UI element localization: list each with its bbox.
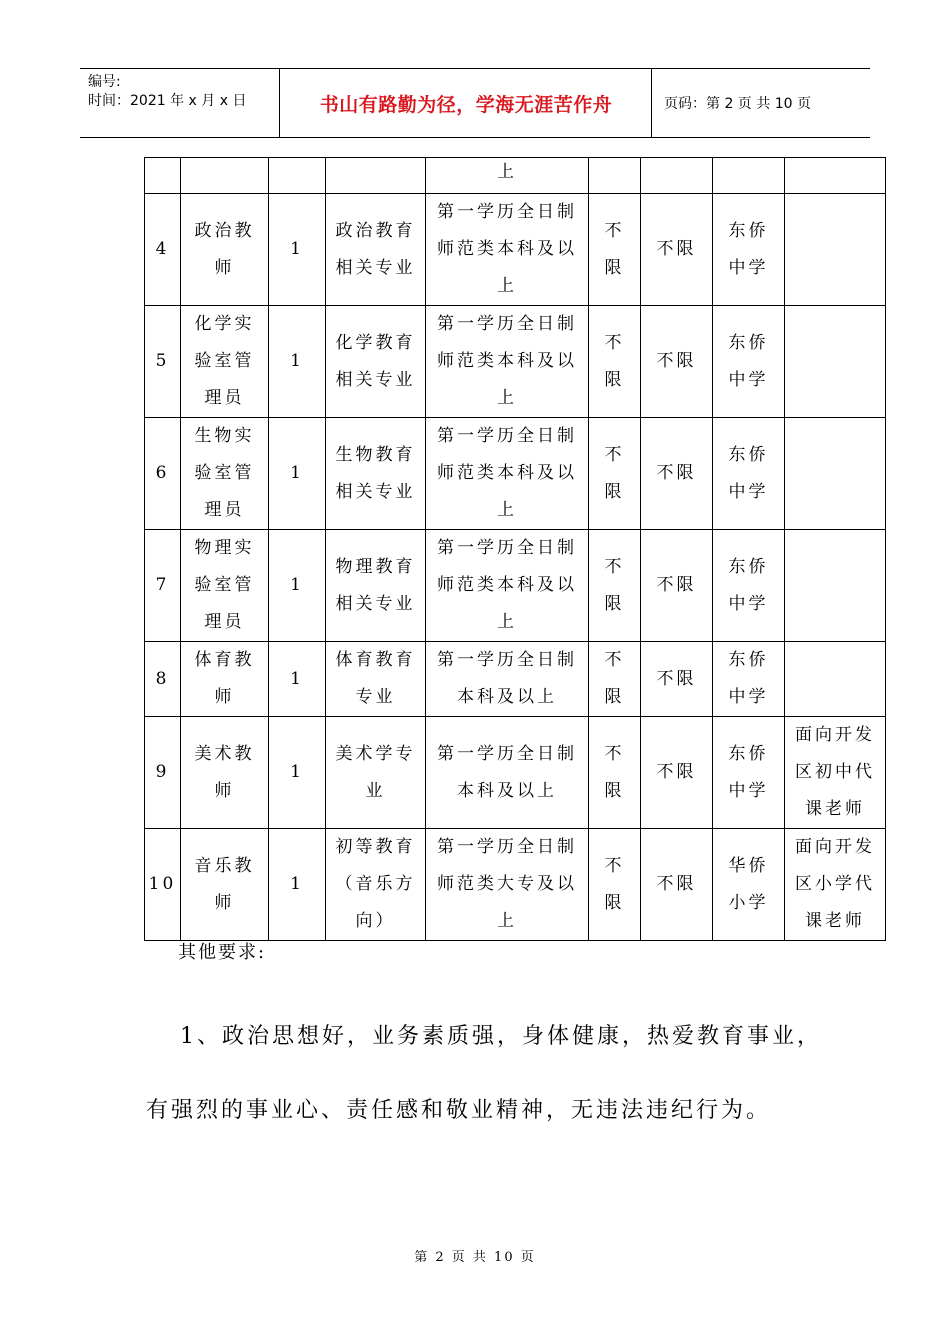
cell-text: 6 <box>155 463 170 483</box>
cell-text: 1 <box>290 239 304 259</box>
cell-school <box>713 717 785 829</box>
cell-major <box>326 829 426 941</box>
cell-post <box>181 418 269 530</box>
cell-count <box>269 717 326 829</box>
cell-post <box>181 158 269 194</box>
cell-age <box>589 158 641 194</box>
cell-count <box>269 642 326 717</box>
cell-other <box>641 642 713 717</box>
cell-school <box>713 829 785 941</box>
cell-other <box>641 530 713 642</box>
cell-text: 生物教育 相关专业 <box>335 444 416 502</box>
cell-edu <box>426 530 589 642</box>
cell-text: 不限 <box>656 463 697 483</box>
cell-edu <box>426 158 589 194</box>
cell-age <box>589 642 641 717</box>
cell-post <box>181 642 269 717</box>
cell-no <box>145 306 181 418</box>
cell-edu <box>426 418 589 530</box>
cell-text: 初等教育 （音乐方 向） <box>335 837 416 931</box>
cell-age <box>589 306 641 418</box>
cell-post <box>181 306 269 418</box>
cell-text: 政治教 师 <box>194 220 255 278</box>
cell-text: 第一学历全日制 师范类本科及以 上 <box>437 426 577 520</box>
cell-text: 7 <box>155 575 170 595</box>
cell-text: 体育教 师 <box>194 650 255 707</box>
cell-count <box>269 306 326 418</box>
cell-text: 物理教育 相关专业 <box>335 556 416 614</box>
serial-label: 编号: <box>88 74 121 90</box>
cell-count <box>269 418 326 530</box>
date-label: 时间：2021 年 x 月 x 日 <box>88 93 247 109</box>
cell-text: 不 限 <box>604 556 625 614</box>
cell-count <box>269 194 326 306</box>
cell-text: 不 限 <box>604 855 625 913</box>
cell-no <box>145 642 181 717</box>
cell-text: 物理实 验室管 理员 <box>194 538 255 632</box>
cell-school <box>713 194 785 306</box>
header-meta <box>80 69 280 137</box>
cell-text: 化学教育 相关专业 <box>335 332 416 390</box>
cell-school <box>713 306 785 418</box>
cell-major <box>326 642 426 717</box>
cell-note <box>785 829 886 941</box>
table-row <box>145 829 886 941</box>
cell-edu <box>426 829 589 941</box>
requirement-item-1 <box>146 1000 826 1148</box>
cell-no <box>145 829 181 941</box>
table-row <box>145 418 886 530</box>
table-row <box>145 194 886 306</box>
cell-post <box>181 194 269 306</box>
cell-text: 美术教 师 <box>194 743 255 801</box>
cell-text: 东侨 中学 <box>728 556 769 614</box>
cell-text: 8 <box>155 668 170 689</box>
cell-text: 不限 <box>656 351 697 371</box>
cell-text: 第一学历全日制 本科及以上 <box>437 743 577 801</box>
cell-edu <box>426 306 589 418</box>
cell-text: 1 <box>290 575 304 595</box>
cell-count <box>269 829 326 941</box>
cell-text: 面向开发 区初中代 课老师 <box>795 725 875 819</box>
table-row <box>145 642 886 717</box>
cell-text: 音乐教 师 <box>194 855 255 913</box>
cell-note <box>785 530 886 642</box>
cell-age <box>589 194 641 306</box>
cell-count <box>269 158 326 194</box>
cell-text: 第一学历全日制 本科及以上 <box>437 650 577 707</box>
cell-text: 东侨 中学 <box>728 332 769 390</box>
cell-post <box>181 829 269 941</box>
cell-note <box>785 306 886 418</box>
recruitment-table <box>144 157 886 941</box>
cell-text: 不 限 <box>604 650 625 707</box>
cell-post <box>181 717 269 829</box>
cell-note <box>785 158 886 194</box>
header-page-label: 页码：第 2 页 共 10 页 <box>664 96 811 112</box>
cell-major <box>326 717 426 829</box>
cell-text: 化学实 验室管 理员 <box>194 314 255 408</box>
cell-text: 不限 <box>656 874 697 894</box>
cell-text: 1 <box>290 463 304 483</box>
cell-other <box>641 829 713 941</box>
cell-text: 上 <box>497 162 517 182</box>
cell-other <box>641 194 713 306</box>
cell-text: 10 <box>148 874 177 894</box>
cell-text: 1 <box>290 874 304 894</box>
cell-no <box>145 194 181 306</box>
cell-major <box>326 158 426 194</box>
cell-text: 生物实 验室管 理员 <box>194 426 255 520</box>
cell-no <box>145 158 181 194</box>
cell-note <box>785 418 886 530</box>
cell-text: 政治教育 相关专业 <box>335 220 416 278</box>
cell-no <box>145 530 181 642</box>
cell-school <box>713 418 785 530</box>
cell-note <box>785 194 886 306</box>
cell-text: 第一学历全日制 师范类本科及以 上 <box>437 538 577 632</box>
cell-text: 不限 <box>656 762 697 782</box>
cell-no <box>145 717 181 829</box>
cell-age <box>589 717 641 829</box>
cell-text: 第一学历全日制 师范类本科及以 上 <box>437 314 577 408</box>
cell-text: 不 限 <box>604 220 625 278</box>
cell-text: 不 限 <box>604 332 625 390</box>
cell-major <box>326 418 426 530</box>
cell-text: 1 <box>290 351 304 371</box>
table-row <box>145 717 886 829</box>
cell-text: 东侨 中学 <box>728 650 769 707</box>
cell-school <box>713 530 785 642</box>
cell-other <box>641 158 713 194</box>
cell-age <box>589 418 641 530</box>
cell-no <box>145 418 181 530</box>
cell-text: 不限 <box>656 239 697 259</box>
cell-note <box>785 642 886 717</box>
cell-edu <box>426 642 589 717</box>
cell-text: 东侨 中学 <box>728 743 769 801</box>
cell-text: 东侨 中学 <box>728 444 769 502</box>
table-row-continued <box>145 158 886 194</box>
cell-other <box>641 717 713 829</box>
table-row <box>145 306 886 418</box>
cell-text: 华侨 小学 <box>728 855 769 913</box>
cell-school <box>713 642 785 717</box>
cell-text: 不限 <box>656 575 697 595</box>
cell-note <box>785 717 886 829</box>
cell-edu <box>426 717 589 829</box>
cell-text: 第一学历全日制 师范类大专及以 上 <box>437 837 577 931</box>
page-footer: 第 2 页 共 10 页 <box>414 1250 536 1265</box>
page-header <box>80 68 870 138</box>
cell-text: 不 限 <box>604 743 625 801</box>
table-row <box>145 530 886 642</box>
cell-text: 体育教育 专业 <box>335 650 416 707</box>
requirement-item-1-text: 1、政治思想好，业务素质强，身体健康，热爱教育事业，有强烈的事业心、责任感和敬业精神，无违法违纪行为。 <box>146 1024 822 1123</box>
cell-age <box>589 530 641 642</box>
cell-text: 9 <box>155 762 170 782</box>
cell-text: 4 <box>155 239 170 259</box>
cell-text: 1 <box>290 668 304 689</box>
cell-post <box>181 530 269 642</box>
cell-text: 5 <box>155 351 170 371</box>
cell-edu <box>426 194 589 306</box>
cell-text: 第一学历全日制 师范类本科及以 上 <box>437 202 577 296</box>
cell-count <box>269 530 326 642</box>
cell-text: 东侨 中学 <box>728 220 769 278</box>
cell-text: 美术学专 业 <box>335 743 416 801</box>
cell-major <box>326 530 426 642</box>
cell-text: 不限 <box>656 668 697 689</box>
cell-other <box>641 306 713 418</box>
cell-text: 不 限 <box>604 444 625 502</box>
cell-major <box>326 194 426 306</box>
cell-other <box>641 418 713 530</box>
cell-text: 1 <box>290 762 304 782</box>
requirements-label: 其他要求: <box>178 942 267 963</box>
cell-age <box>589 829 641 941</box>
header-motto: 书山有路勤为径，学海无涯苦作舟 <box>281 69 652 137</box>
cell-school <box>713 158 785 194</box>
cell-text: 面向开发 区小学代 课老师 <box>795 837 875 931</box>
table-body <box>145 158 886 941</box>
cell-major <box>326 306 426 418</box>
